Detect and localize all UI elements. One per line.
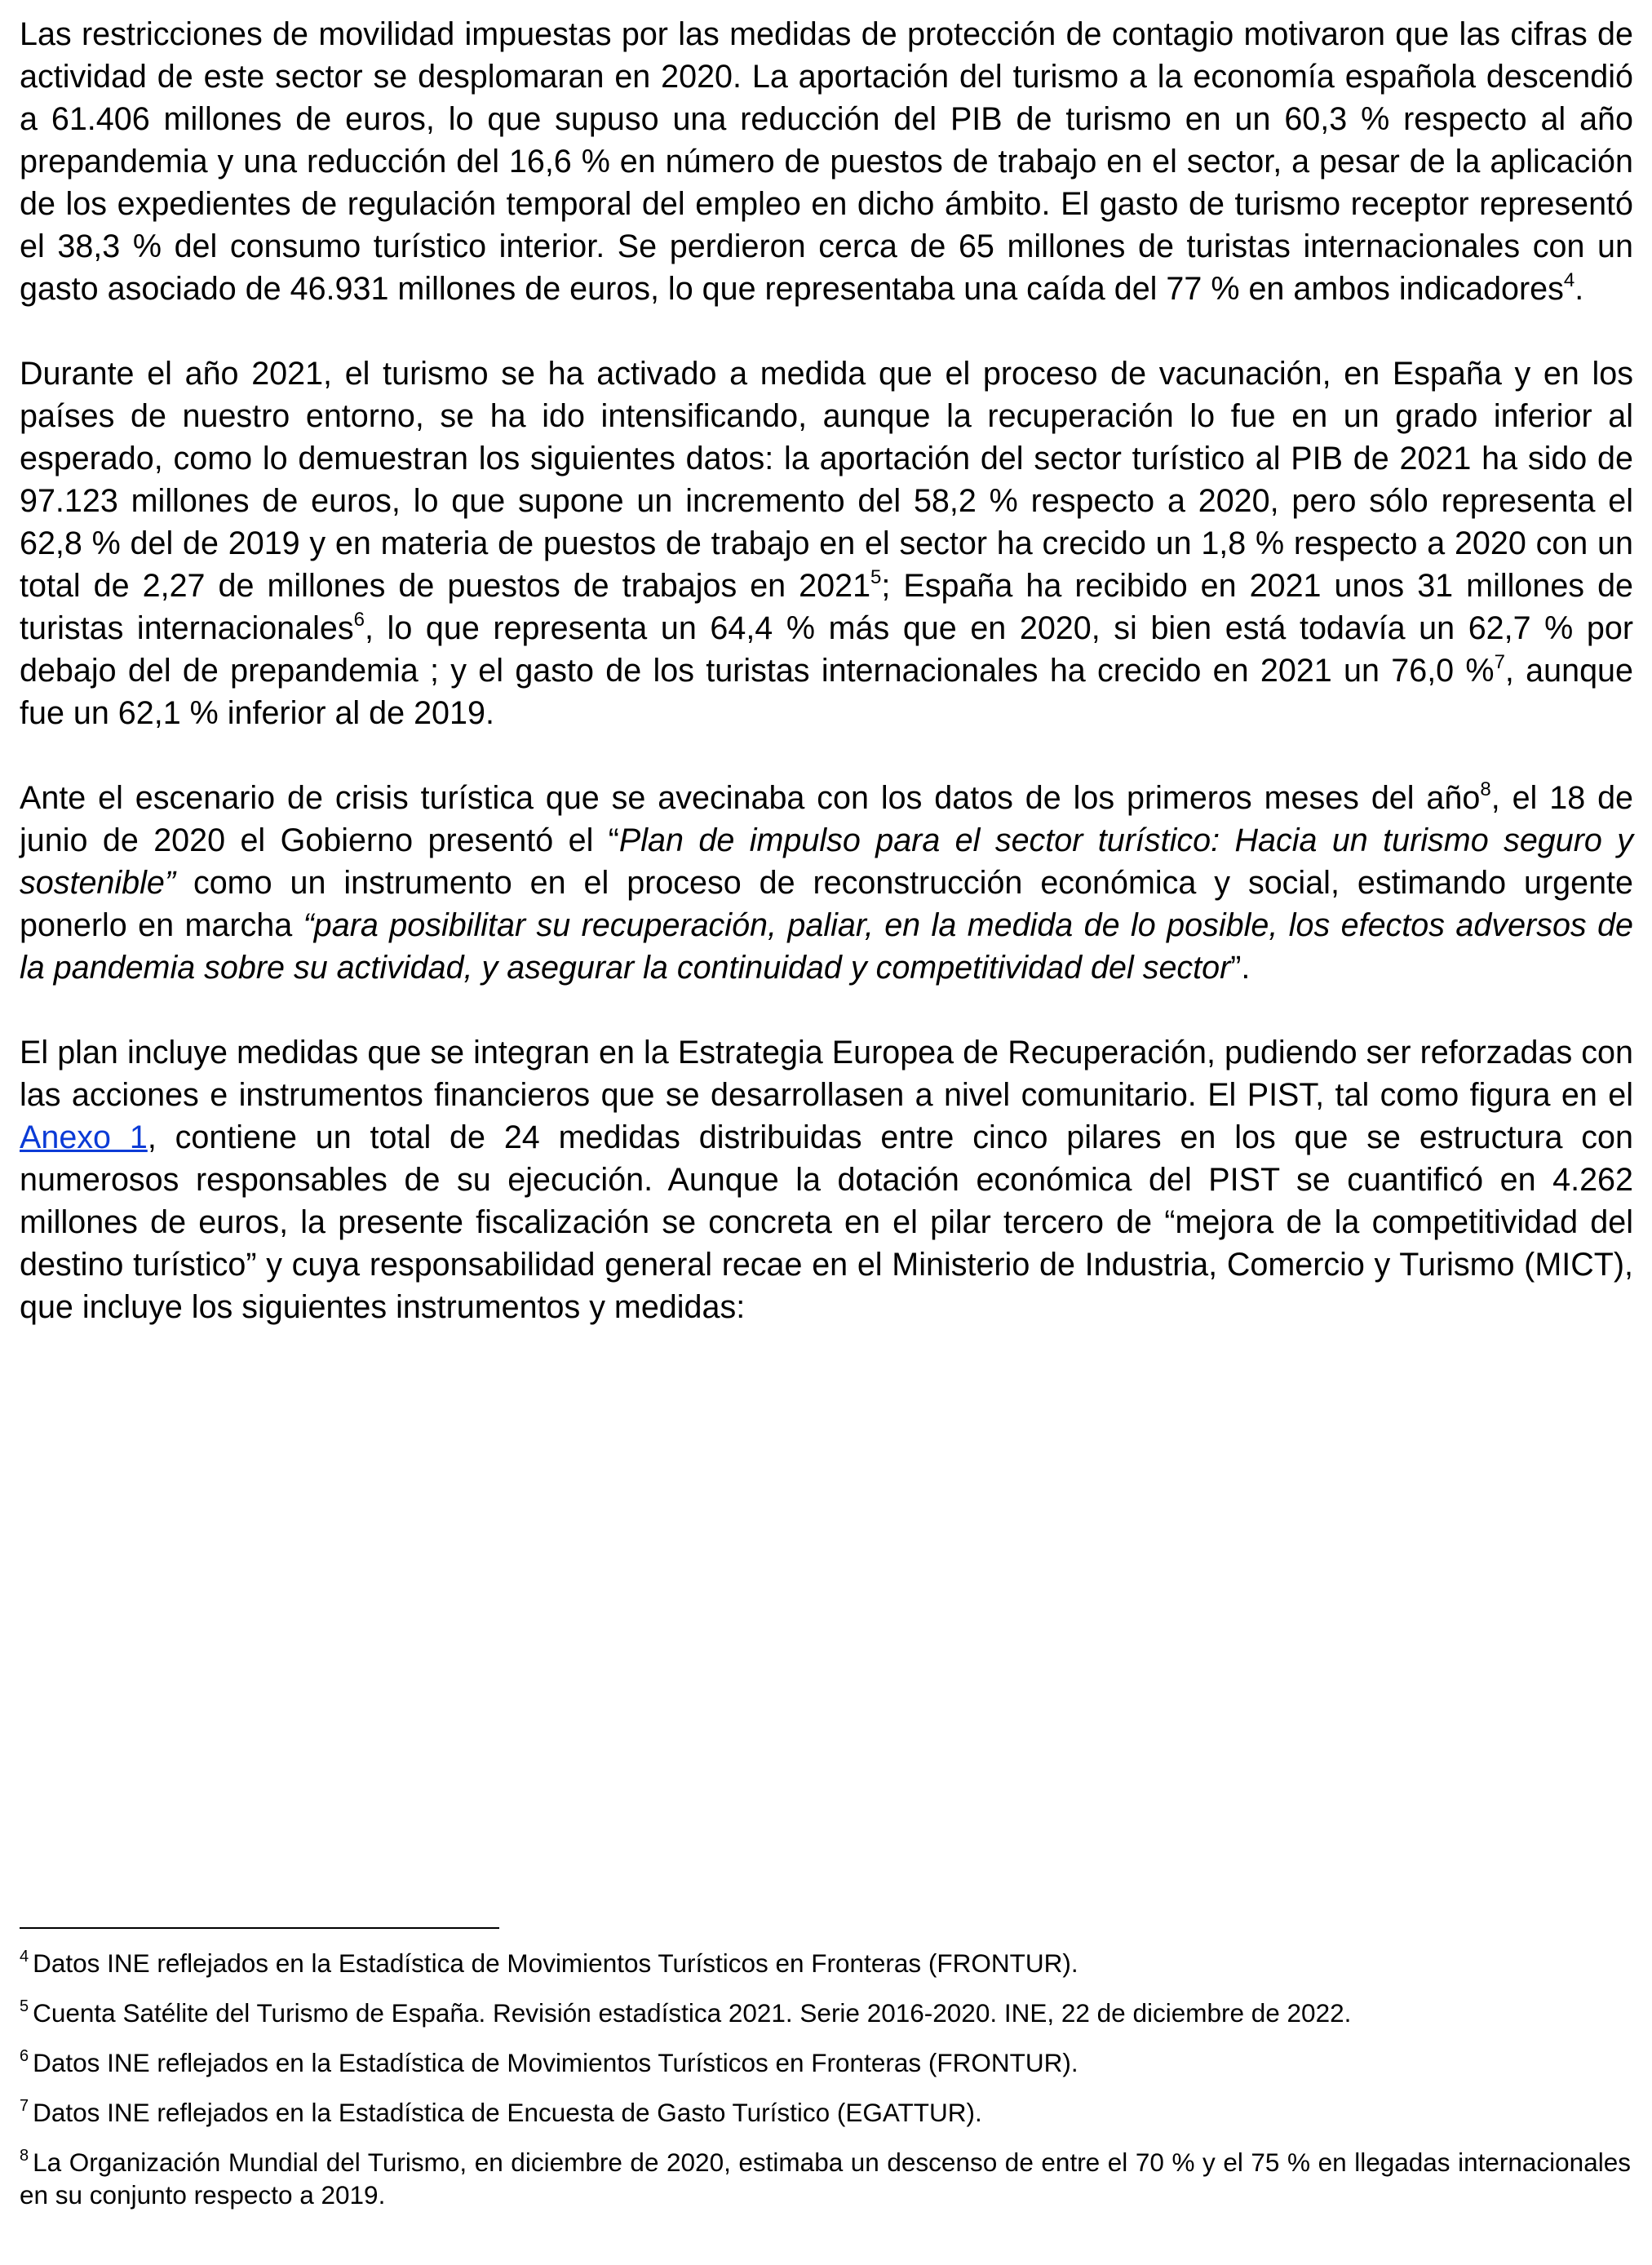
footnote-ref-8[interactable]: 8 [1480, 778, 1491, 800]
footnote-8: $^8$ La Organización Mundial del Turismo, en diciembre de 2020, estimaba un descenso de entre el 70 % y el 75 % en llegadas internacionales en su conjunto respecto a 2019. [20, 2147, 1631, 2210]
footnote-ref-7[interactable]: 7 [1494, 651, 1505, 673]
footnote-5: $^5$ Cuenta Satélite del Turismo de España. Revisión estadística 2021. Serie 2016-2020. INE, 22 de diciembre de 2022. [20, 1997, 1352, 2028]
footnote-number: 5 [20, 1997, 29, 2015]
paragraph-3: Ante el escenario de crisis turística que se avecinaba con los datos de los primeros meses del año$^8$, el 18 de junio de 2020 el Gobierno presentó el “Plan de impulso para el sector turístico: Hacia un turismo seguro y sostenible” como un instrumento en el proceso de reconstrucción económica y social, estimando urgente ponerlo en marcha “para posibilitar su recuperación, paliar, en la medida de lo posible, los efectos adversos de la pandemia sobre su actividad, y asegurar la continuidad y competitividad del sector”. [20, 778, 1634, 986]
plan-title: Plan de impulso para el sector turístico: Hacia un turismo seguro y sostenible” [20, 822, 1633, 901]
footnote-number: 8 [20, 2147, 29, 2165]
plan-quote: “para posibilitar su recuperación, paliar, en la medida de lo posible, los efectos adversos de la pandemia sobre su actividad, y asegurar la continuidad y competitividad del sector [20, 907, 1634, 986]
footnote-number: 4 [20, 1948, 29, 1966]
footnote-6: $^6$ Datos INE reflejados en la Estadística de Movimientos Turísticos en Fronteras (FRONTUR). [20, 2047, 1078, 2077]
footnote-ref-5[interactable]: 5 [870, 566, 882, 588]
footnote-number: 6 [20, 2047, 29, 2065]
paragraph-1: Las restricciones de movilidad impuestas por las medidas de protección de contagio motivaron que las cifras de actividad de este sector se desplomaran en 2020. La aportación del turismo a la economía española descendió a 61.406 millones de euros, lo que supuso una reducción del PIB de turismo en un 60,3 % respecto al año prepandemia y una reducción del 16,6 % en número de puestos de trabajo en el sector, a pesar de la aplicación de los expedientes de regulación temporal del empleo en dicho ámbito. El gasto de turismo receptor representó el 38,3 % del consumo turístico interior. Se perdieron cerca de 65 millones de turistas internacionales con un gasto asociado de 46.931 millones de euros, lo que representaba una caída del 77 % en ambos indicadores$^4$. [20, 16, 1633, 307]
footnote-7: $^7$ Datos INE reflejados en la Estadística de Encuesta de Gasto Turístico (EGATTUR). [20, 2097, 982, 2127]
footnote-ref-4[interactable]: 4 [1563, 269, 1575, 291]
footnotes [20, 1927, 1631, 2228]
footnote-number: 7 [20, 2097, 29, 2115]
paragraph-2: Durante el año 2021, el turismo se ha activado a medida que el proceso de vacunación, en España y en los países de nuestro entorno, se ha ido intensificando, aunque la recuperación lo fue en un grado inferior al esperado, como lo demuestran los siguientes datos: la aportación del sector turístico al PIB de 2021 ha sido de 97.123 millones de euros, lo que supone un incremento del 58,2 % respecto a 2020, pero sólo representa el 62,8 % del de 2019 y en materia de puestos de trabajo en el sector ha crecido un 1,8 % respecto a 2020 con un total de 2,27 de millones de puestos de trabajos en 2021$^5$; España ha recibido en 2021 unos 31 millones de turistas internacionales$^6$, lo que representa un 64,4 % más que en 2020, si bien está todavía un 62,7 % por debajo del de prepandemia ; y el gasto de los turistas internacionales ha crecido en 2021 un 76,0 %$^7$, aunque fue un 62,1 % inferior al de 2019. [20, 356, 1634, 731]
anexo-1-link[interactable]: Anexo 1 [20, 1119, 148, 1155]
paragraph-4: El plan incluye medidas que se integran en la Estrategia Europea de Recuperación, pudiendo ser reforzadas con las acciones e instrumentos financieros que se desarrollasen a nivel comunitario. El PIST, tal como figura en el Anexo 1, contiene un total de 24 medidas distribuidas entre cinco pilares en los que se estructura con numerosos responsables de su ejecución. Aunque la dotación económica del PIST se cuantificó en 4.262 millones de euros, la presente fiscalización se concreta en el pilar tercero de “mejora de la competitividad del destino turístico” y cuya responsabilidad general recae en el Ministerio de Industria, Comercio y Turismo (MICT), que incluye los siguientes instrumentos y medidas: [20, 1035, 1633, 1325]
footnote-ref-6[interactable]: 6 [353, 609, 365, 631]
document-body [20, 13, 1633, 1371]
footnote-separator [20, 1927, 499, 1929]
footnote-4: $^4$ Datos INE reflejados en la Estadística de Movimientos Turísticos en Fronteras (FRONTUR). [20, 1948, 1078, 1978]
